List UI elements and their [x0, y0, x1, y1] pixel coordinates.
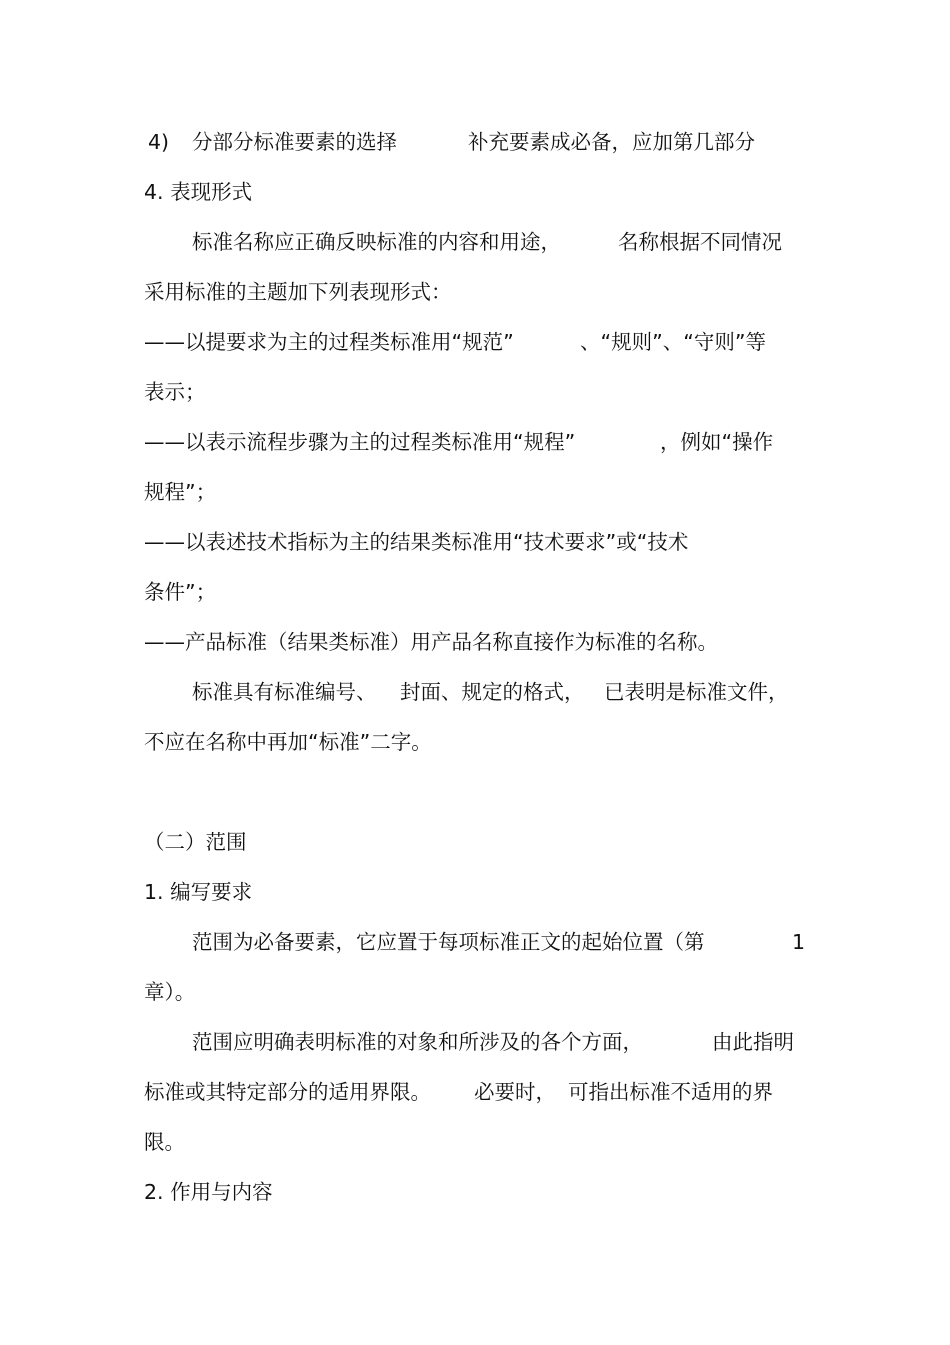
text-segment: 由此指明	[712, 1030, 794, 1054]
paragraph-line: 规程”；	[144, 480, 217, 504]
section-heading: （二）范围	[144, 830, 247, 854]
paragraph-line: 条件”；	[144, 580, 217, 604]
text-segment: 可指出标准不适用的界	[568, 1080, 773, 1104]
text-segment: 标准或其特定部分的适用界限。	[144, 1080, 431, 1104]
text-segment: 分部分标准要素的选择	[192, 130, 397, 154]
text-segment: 已表明是标准文件，	[604, 680, 789, 704]
text-segment: 名称根据不同情况	[618, 230, 782, 254]
paragraph-line: 限。	[144, 1130, 185, 1154]
section-heading: 4. 表现形式	[144, 180, 253, 204]
text-segment: 标准具有标准编号、	[192, 680, 377, 704]
text-segment: 必要时，	[474, 1080, 556, 1104]
text-segment: 封面、规定的格式，	[400, 680, 585, 704]
text-segment: 标准名称应正确反映标准的内容和用途，	[192, 230, 561, 254]
text-segment: 、“规则”、“守则”等	[580, 330, 766, 354]
text-segment: 补充要素成必备，应加第几部分	[468, 130, 755, 154]
subsection-heading: 2. 作用与内容	[144, 1180, 273, 1204]
paragraph-line: ——以表述技术指标为主的结果类标准用“技术要求”或“技术	[144, 530, 689, 554]
text-segment: 范围应明确表明标准的对象和所涉及的各个方面，	[192, 1030, 643, 1054]
text-segment: 1	[792, 930, 806, 954]
paragraph-line: 采用标准的主题加下列表现形式：	[144, 280, 452, 304]
text-segment: ，例如“操作	[660, 430, 774, 454]
paragraph-line: ——产品标准（结果类标准）用产品名称直接作为标准的名称。	[144, 630, 718, 654]
paragraph-line: 不应在名称中再加“标准”二字。	[144, 730, 432, 754]
list-number: 4)	[148, 130, 170, 154]
text-segment: ——以提要求为主的过程类标准用“规范”	[144, 330, 514, 354]
text-segment: ——以表示流程步骤为主的过程类标准用“规程”	[144, 430, 576, 454]
paragraph-line: 章）。	[144, 980, 196, 1004]
text-segment: 范围为必备要素，它应置于每项标准正文的起始位置（第	[192, 930, 705, 954]
subsection-heading: 1. 编写要求	[144, 880, 253, 904]
paragraph-line: 表示；	[144, 380, 206, 404]
